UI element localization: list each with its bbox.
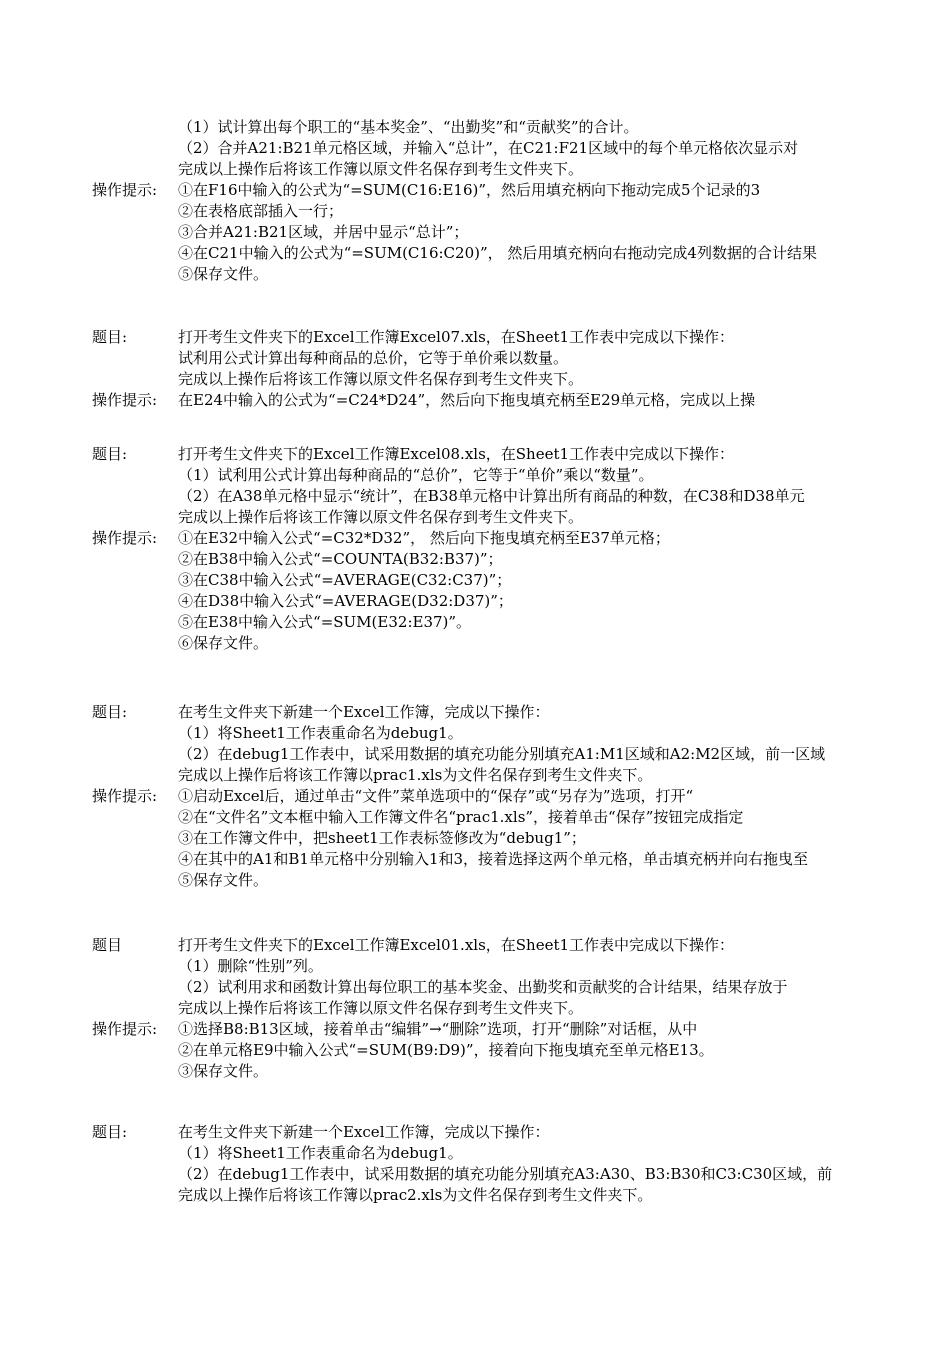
line-text: （2）在debug1工作表中，试采用数据的填充功能分别填充A3:A30、B3:B30和C3:C30区域，前	[178, 1165, 833, 1183]
text-line	[0, 744, 950, 765]
line-label: 操作提示:	[92, 181, 158, 199]
line-text: ③在C38中输入公式“=AVERAGE(C32:C37)”；	[178, 571, 512, 589]
line-text: 完成以上操作后将该工作簿以prac1.xls为文件名保存到考生文件夹下。	[178, 766, 653, 784]
line-text: （1）将Sheet1工作表重命名为debug1。	[178, 1144, 463, 1162]
text-line	[0, 1185, 950, 1206]
line-label: 题目:	[92, 445, 128, 463]
line-text: （1）将Sheet1工作表重命名为debug1。	[178, 724, 463, 742]
line-text: ②在“文件名”文本框中输入工作簿文件名“prac1.xls”，接着单击“保存”按钮完成指定	[178, 808, 744, 826]
text-line	[0, 977, 950, 998]
line-label: 题目:	[92, 1123, 128, 1141]
text-line	[0, 327, 950, 348]
text-line	[0, 612, 950, 633]
line-text: 打开考生文件夹下的Excel工作簿Excel01.xls，在Sheet1工作表中完成以下操作：	[178, 936, 735, 954]
text-line	[0, 786, 950, 807]
text-line	[0, 117, 950, 138]
section-4	[0, 702, 950, 891]
text-line	[0, 465, 950, 486]
text-line	[0, 528, 950, 549]
line-text: 完成以上操作后将该工作簿以原文件名保存到考生文件夹下。	[178, 999, 584, 1017]
text-line	[0, 159, 950, 180]
text-line	[0, 870, 950, 891]
section-1	[0, 117, 950, 285]
line-text: ①选择B8:B13区域，接着单击“编辑”→“删除”选项，打开“删除”对话框，从中	[178, 1020, 698, 1038]
line-text: 完成以上操作后将该工作簿以原文件名保存到考生文件夹下。	[178, 160, 584, 178]
line-text: （2）在debug1工作表中，试采用数据的填充功能分别填充A1:M1区域和A2:M2区域，前一区域	[178, 745, 826, 763]
section-6	[0, 1122, 950, 1206]
line-text: ①启动Excel后，通过单击“文件”菜单选项中的“保存”或“另存为”选项，打开“	[178, 787, 694, 805]
line-text: ④在D38中输入公式“=AVERAGE(D32:D37)”；	[178, 592, 513, 610]
line-text: ②在表格底部插入一行；	[178, 202, 344, 220]
line-text: ④在其中的A1和B1单元格中分别输入1和3，接着选择这两个单元格，单击填充柄并向右拖曳至	[178, 850, 809, 868]
text-line	[0, 998, 950, 1019]
text-line	[0, 1040, 950, 1061]
line-text: （1）删除“性别”列。	[178, 957, 323, 975]
section-3	[0, 444, 950, 654]
text-line	[0, 222, 950, 243]
line-text: 在考生文件夹下新建一个Excel工作簿，完成以下操作：	[178, 703, 550, 721]
line-text: ①在F16中输入的公式为“=SUM(C16:E16)”，然后用填充柄向下拖动完成5个记录的3	[178, 181, 761, 199]
text-line	[0, 765, 950, 786]
text-line	[0, 702, 950, 723]
line-text: 完成以上操作后将该工作簿以prac2.xls为文件名保存到考生文件夹下。	[178, 1186, 653, 1204]
line-label: 题目:	[92, 703, 128, 721]
line-text: （1）试利用公式计算出每种商品的“总价”，它等于“单价”乘以“数量”。	[178, 466, 654, 484]
text-line	[0, 956, 950, 977]
line-text: 打开考生文件夹下的Excel工作簿Excel07.xls，在Sheet1工作表中完成以下操作：	[178, 328, 735, 346]
text-line	[0, 138, 950, 159]
text-line	[0, 723, 950, 744]
text-line	[0, 507, 950, 528]
text-line	[0, 1061, 950, 1082]
line-label: 操作提示:	[92, 787, 158, 805]
text-line	[0, 243, 950, 264]
text-line	[0, 849, 950, 870]
line-label: 操作提示:	[92, 529, 158, 547]
text-line	[0, 828, 950, 849]
line-text: 打开考生文件夹下的Excel工作簿Excel08.xls，在Sheet1工作表中完成以下操作：	[178, 445, 735, 463]
line-text: ②在单元格E9中输入公式“=SUM(B9:D9)”，接着向下拖曳填充至单元格E13。	[178, 1041, 714, 1059]
line-text: （2）合并A21:B21单元格区域，并输入“总计”，在C21:F21区域中的每个单元格依次显示对	[178, 139, 799, 157]
line-text: 完成以上操作后将该工作簿以原文件名保存到考生文件夹下。	[178, 370, 584, 388]
text-line	[0, 264, 950, 285]
text-line	[0, 486, 950, 507]
line-text: ③在工作簿文件中，把sheet1工作表标签修改为“debug1”；	[178, 829, 586, 847]
text-line	[0, 935, 950, 956]
text-line	[0, 1019, 950, 1040]
text-line	[0, 201, 950, 222]
line-label: 操作提示:	[92, 391, 158, 409]
text-line	[0, 180, 950, 201]
line-text: 在E24中输入的公式为“=C24*D24”，然后向下拖曳填充柄至E29单元格，完成以上操	[178, 391, 756, 409]
text-line	[0, 1164, 950, 1185]
line-label: 题目:	[92, 328, 128, 346]
text-line	[0, 807, 950, 828]
line-text: ③保存文件。	[178, 1062, 269, 1080]
text-line	[0, 369, 950, 390]
line-text: 试利用公式计算出每种商品的总价，它等于单价乘以数量。	[178, 349, 569, 367]
line-label: 操作提示:	[92, 1020, 158, 1038]
line-label: 题目	[92, 936, 123, 954]
line-text: （2）在A38单元格中显示“统计”，在B38单元格中计算出所有商品的种数，在C38和D38单元	[178, 487, 805, 505]
line-text: （2）试利用求和函数计算出每位职工的基本奖金、出勤奖和贡献奖的合计结果，结果存放于	[178, 978, 788, 996]
text-line	[0, 1143, 950, 1164]
line-text: ⑥保存文件。	[178, 634, 269, 652]
text-line	[0, 570, 950, 591]
line-text: 完成以上操作后将该工作簿以原文件名保存到考生文件夹下。	[178, 508, 584, 526]
line-text: ①在E32中输入公式“=C32*D32”， 然后向下拖曳填充柄至E37单元格；	[178, 529, 670, 547]
line-text: （1）试计算出每个职工的“基本奖金”、“出勤奖”和“贡献奖”的合计。	[178, 118, 639, 136]
section-5	[0, 935, 950, 1082]
line-text: 在考生文件夹下新建一个Excel工作簿，完成以下操作：	[178, 1123, 550, 1141]
line-text: ⑤保存文件。	[178, 871, 269, 889]
section-2	[0, 327, 950, 411]
line-text: ②在B38中输入公式“=COUNTA(B32:B37)”；	[178, 550, 503, 568]
text-line	[0, 1122, 950, 1143]
text-line	[0, 549, 950, 570]
line-text: ③合并A21:B21区域，并居中显示“总计”；	[178, 223, 469, 241]
line-text: ⑤保存文件。	[178, 265, 269, 283]
text-line	[0, 633, 950, 654]
text-line	[0, 390, 950, 411]
line-text: ⑤在E38中输入公式“=SUM(E32:E37)”。	[178, 613, 472, 631]
line-text: ④在C21中输入的公式为“=SUM(C16:C20)”， 然后用填充柄向右拖动完成4列数据的合计结果	[178, 244, 817, 262]
text-line	[0, 444, 950, 465]
text-line	[0, 348, 950, 369]
text-line	[0, 591, 950, 612]
